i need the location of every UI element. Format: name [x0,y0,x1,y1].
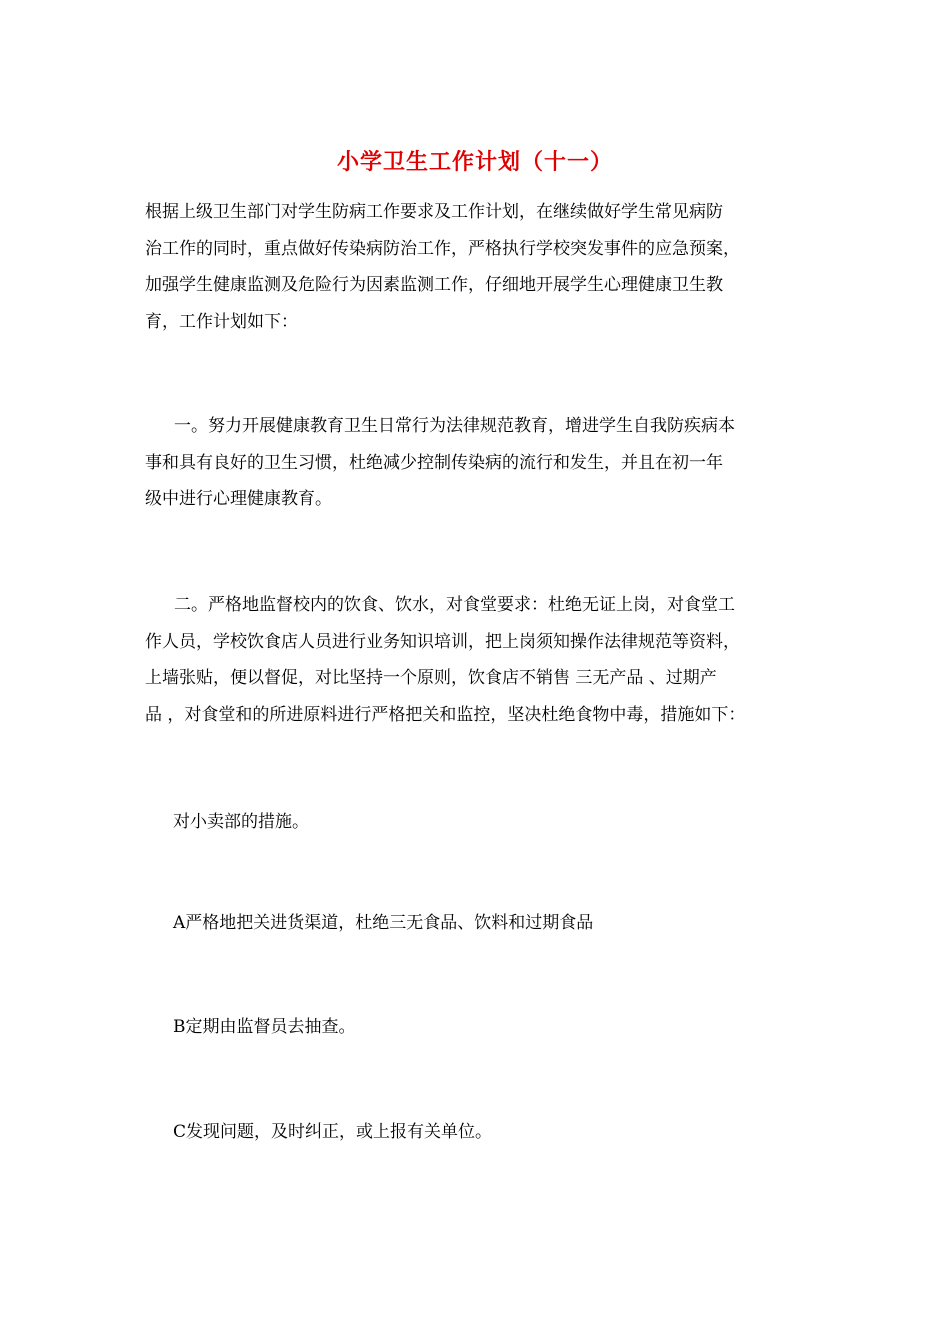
section-1-line: 级中进行心理健康教育。 [145,489,332,509]
section-2-line: 二。严格地监督校内的饮食、饮水，对食堂要求：杜绝无证上岗，对食堂工 [174,595,735,615]
section-2-line: 作人员，学校饮食店人员进行业务知识培训，把上岗须知操作法律规范等资料， [145,631,740,652]
shop-measures-heading: 对小卖部的措施。 [173,812,309,832]
section-2-line: 上墙张贴，便以督促，对比坚持一个原则，饮食店不销售 三无产品 、过期产 [145,668,717,688]
document-title: 小学卫生工作计划（十一） [336,149,613,175]
measure-item-c: C发现问题，及时纠正，或上报有关单位。 [173,1122,493,1142]
section-1-line: 事和具有良好的卫生习惯，杜绝减少控制传染病的流行和发生，并且在初一年 [145,452,723,473]
section-1-paragraph [145,408,807,518]
intro-line: 治工作的同时，重点做好传染病防治工作，严格执行学校突发事件的应急预案， [145,238,740,259]
intro-line: 加强学生健康监测及危险行为因素监测工作，仔细地开展学生心理健康卫生教 [145,275,723,295]
section-2-line: 品 ，对食堂和的所进原料进行严格把关和监控，坚决杜绝食物中毒，措施如下： [145,704,746,725]
section-2-paragraph [145,587,807,733]
intro-paragraph [145,194,807,340]
measure-item-a: A严格地把关进货渠道，杜绝三无食品、饮料和过期食品 [173,913,594,933]
intro-line: 育，工作计划如下： [145,311,298,332]
intro-line: 根据上级卫生部门对学生防病工作要求及工作计划，在继续做好学生常见病防 [145,202,723,222]
section-1-line: 一。努力开展健康教育卫生日常行为法律规范教育，增进学生自我防疾病本 [174,416,735,436]
measure-item-b: B定期由监督员去抽查。 [173,1017,356,1037]
